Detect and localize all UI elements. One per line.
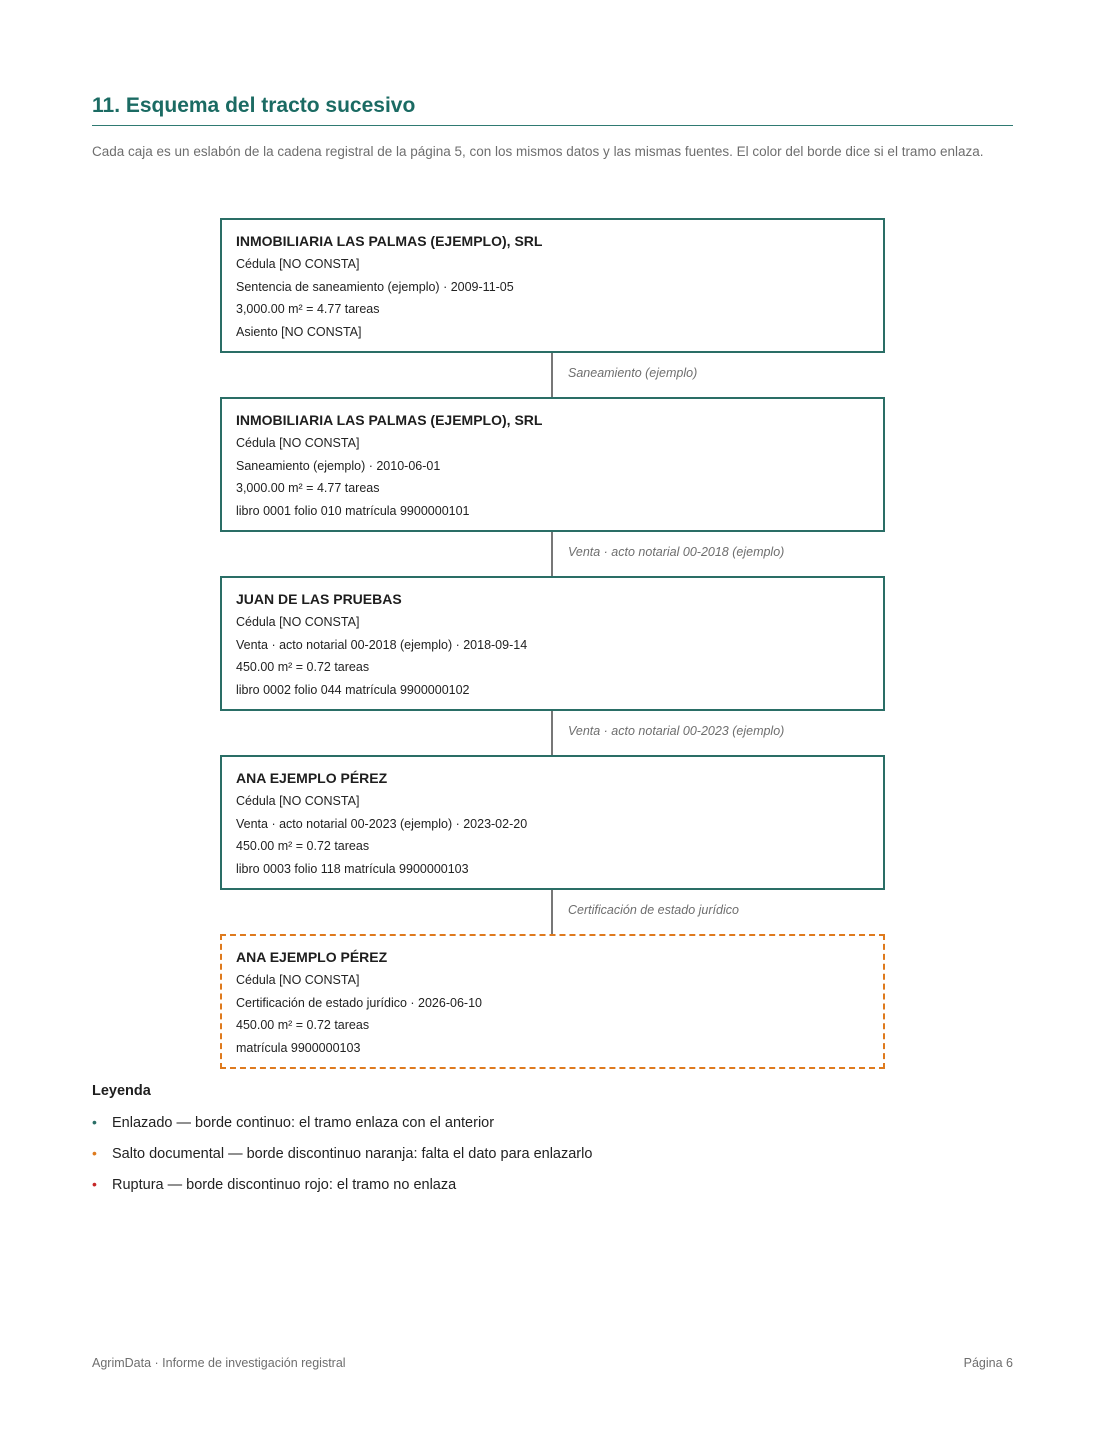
chain-box <box>220 218 885 353</box>
connector-line <box>551 532 553 576</box>
chain-connector <box>220 890 885 934</box>
chain-connector <box>220 711 885 755</box>
legend-item-ruptura <box>92 1169 592 1200</box>
legend-item-enlazado <box>92 1107 592 1138</box>
chain-cedula: Cédula [NO CONSTA] <box>236 257 360 271</box>
chain-acto: Venta · acto notarial 00-2023 (ejemplo) · 2023-02-20 <box>236 816 528 831</box>
legend-text: Ruptura — borde discontinuo rojo: el tramo no enlaza <box>112 1177 457 1193</box>
chain-cedula: Cédula [NO CONSTA] <box>236 973 360 987</box>
chain-owner: INMOBILIARIA LAS PALMAS (EJEMPLO), SRL <box>236 412 543 428</box>
chain-owner: ANA EJEMPLO PÉREZ <box>236 949 388 965</box>
chain-acto: Saneamiento (ejemplo) · 2010-06-01 <box>236 458 441 473</box>
chain-registro: matrícula 9900000103 <box>236 1040 361 1055</box>
chain-cedula: Cédula [NO CONSTA] <box>236 794 360 808</box>
chain-owner: INMOBILIARIA LAS PALMAS (EJEMPLO), SRL <box>236 233 543 249</box>
legend-bullet: • <box>92 1114 97 1130</box>
chain-area: 450.00 m² = 0.72 tareas <box>236 660 370 674</box>
connector-label: Saneamiento (ejemplo) <box>568 366 698 380</box>
legend-bullet: • <box>92 1145 97 1161</box>
chain-acto: Venta · acto notarial 00-2018 (ejemplo) · 2018-09-14 <box>236 637 528 652</box>
chain-box <box>220 397 885 532</box>
page-number: Página 6 <box>963 1356 1013 1370</box>
chain-registro: libro 0003 folio 118 matrícula 9900000103 <box>236 861 469 876</box>
title-divider <box>92 125 1013 126</box>
chain-registro: Asiento [NO CONSTA] <box>236 324 362 339</box>
legend-text: Enlazado — borde continuo: el tramo enlaza con el anterior <box>112 1115 495 1131</box>
connector-line <box>551 890 553 934</box>
chain-area: 3,000.00 m² = 4.77 tareas <box>236 481 380 495</box>
legend-list <box>92 1107 592 1200</box>
chain-area: 450.00 m² = 0.72 tareas <box>236 839 370 853</box>
chain-registro: libro 0001 folio 010 matrícula 9900000101 <box>236 503 470 518</box>
connector-label: Venta · acto notarial 00-2023 (ejemplo) <box>568 724 785 738</box>
chain-diagram <box>220 218 885 1069</box>
connector-line <box>551 353 553 397</box>
legend-item-salto <box>92 1138 592 1169</box>
chain-area: 450.00 m² = 0.72 tareas <box>236 1018 370 1032</box>
connector-label: Venta · acto notarial 00-2018 (ejemplo) <box>568 545 785 559</box>
connector-line <box>551 711 553 755</box>
chain-owner: JUAN DE LAS PRUEBAS <box>236 591 402 607</box>
legend-bullet: • <box>92 1176 97 1192</box>
section-title: 11. Esquema del tracto sucesivo <box>92 94 416 117</box>
chain-box <box>220 755 885 890</box>
chain-cedula: Cédula [NO CONSTA] <box>236 615 360 629</box>
chain-box-gap <box>220 934 885 1069</box>
connector-label: Certificación de estado jurídico <box>568 903 739 917</box>
legend-title: Leyenda <box>92 1083 151 1099</box>
chain-owner: ANA EJEMPLO PÉREZ <box>236 770 388 786</box>
footer-brand: AgrimData · Informe de investigación registral <box>92 1356 346 1370</box>
legend-text: Salto documental — borde discontinuo naranja: falta el dato para enlazarlo <box>112 1146 593 1162</box>
chain-acto: Sentencia de saneamiento (ejemplo) · 2009-11-05 <box>236 279 514 294</box>
chain-area: 3,000.00 m² = 4.77 tareas <box>236 302 380 316</box>
chain-cedula: Cédula [NO CONSTA] <box>236 436 360 450</box>
chain-connector <box>220 353 885 397</box>
chain-acto: Certificación de estado jurídico · 2026-06-10 <box>236 995 482 1010</box>
chain-registro: libro 0002 folio 044 matrícula 9900000102 <box>236 682 470 697</box>
section-intro: Cada caja es un eslabón de la cadena registral de la página 5, con los mismos datos y las mismas fuentes. El color del borde dice si el tramo enlaza. <box>92 144 984 159</box>
chain-connector <box>220 532 885 576</box>
chain-box <box>220 576 885 711</box>
